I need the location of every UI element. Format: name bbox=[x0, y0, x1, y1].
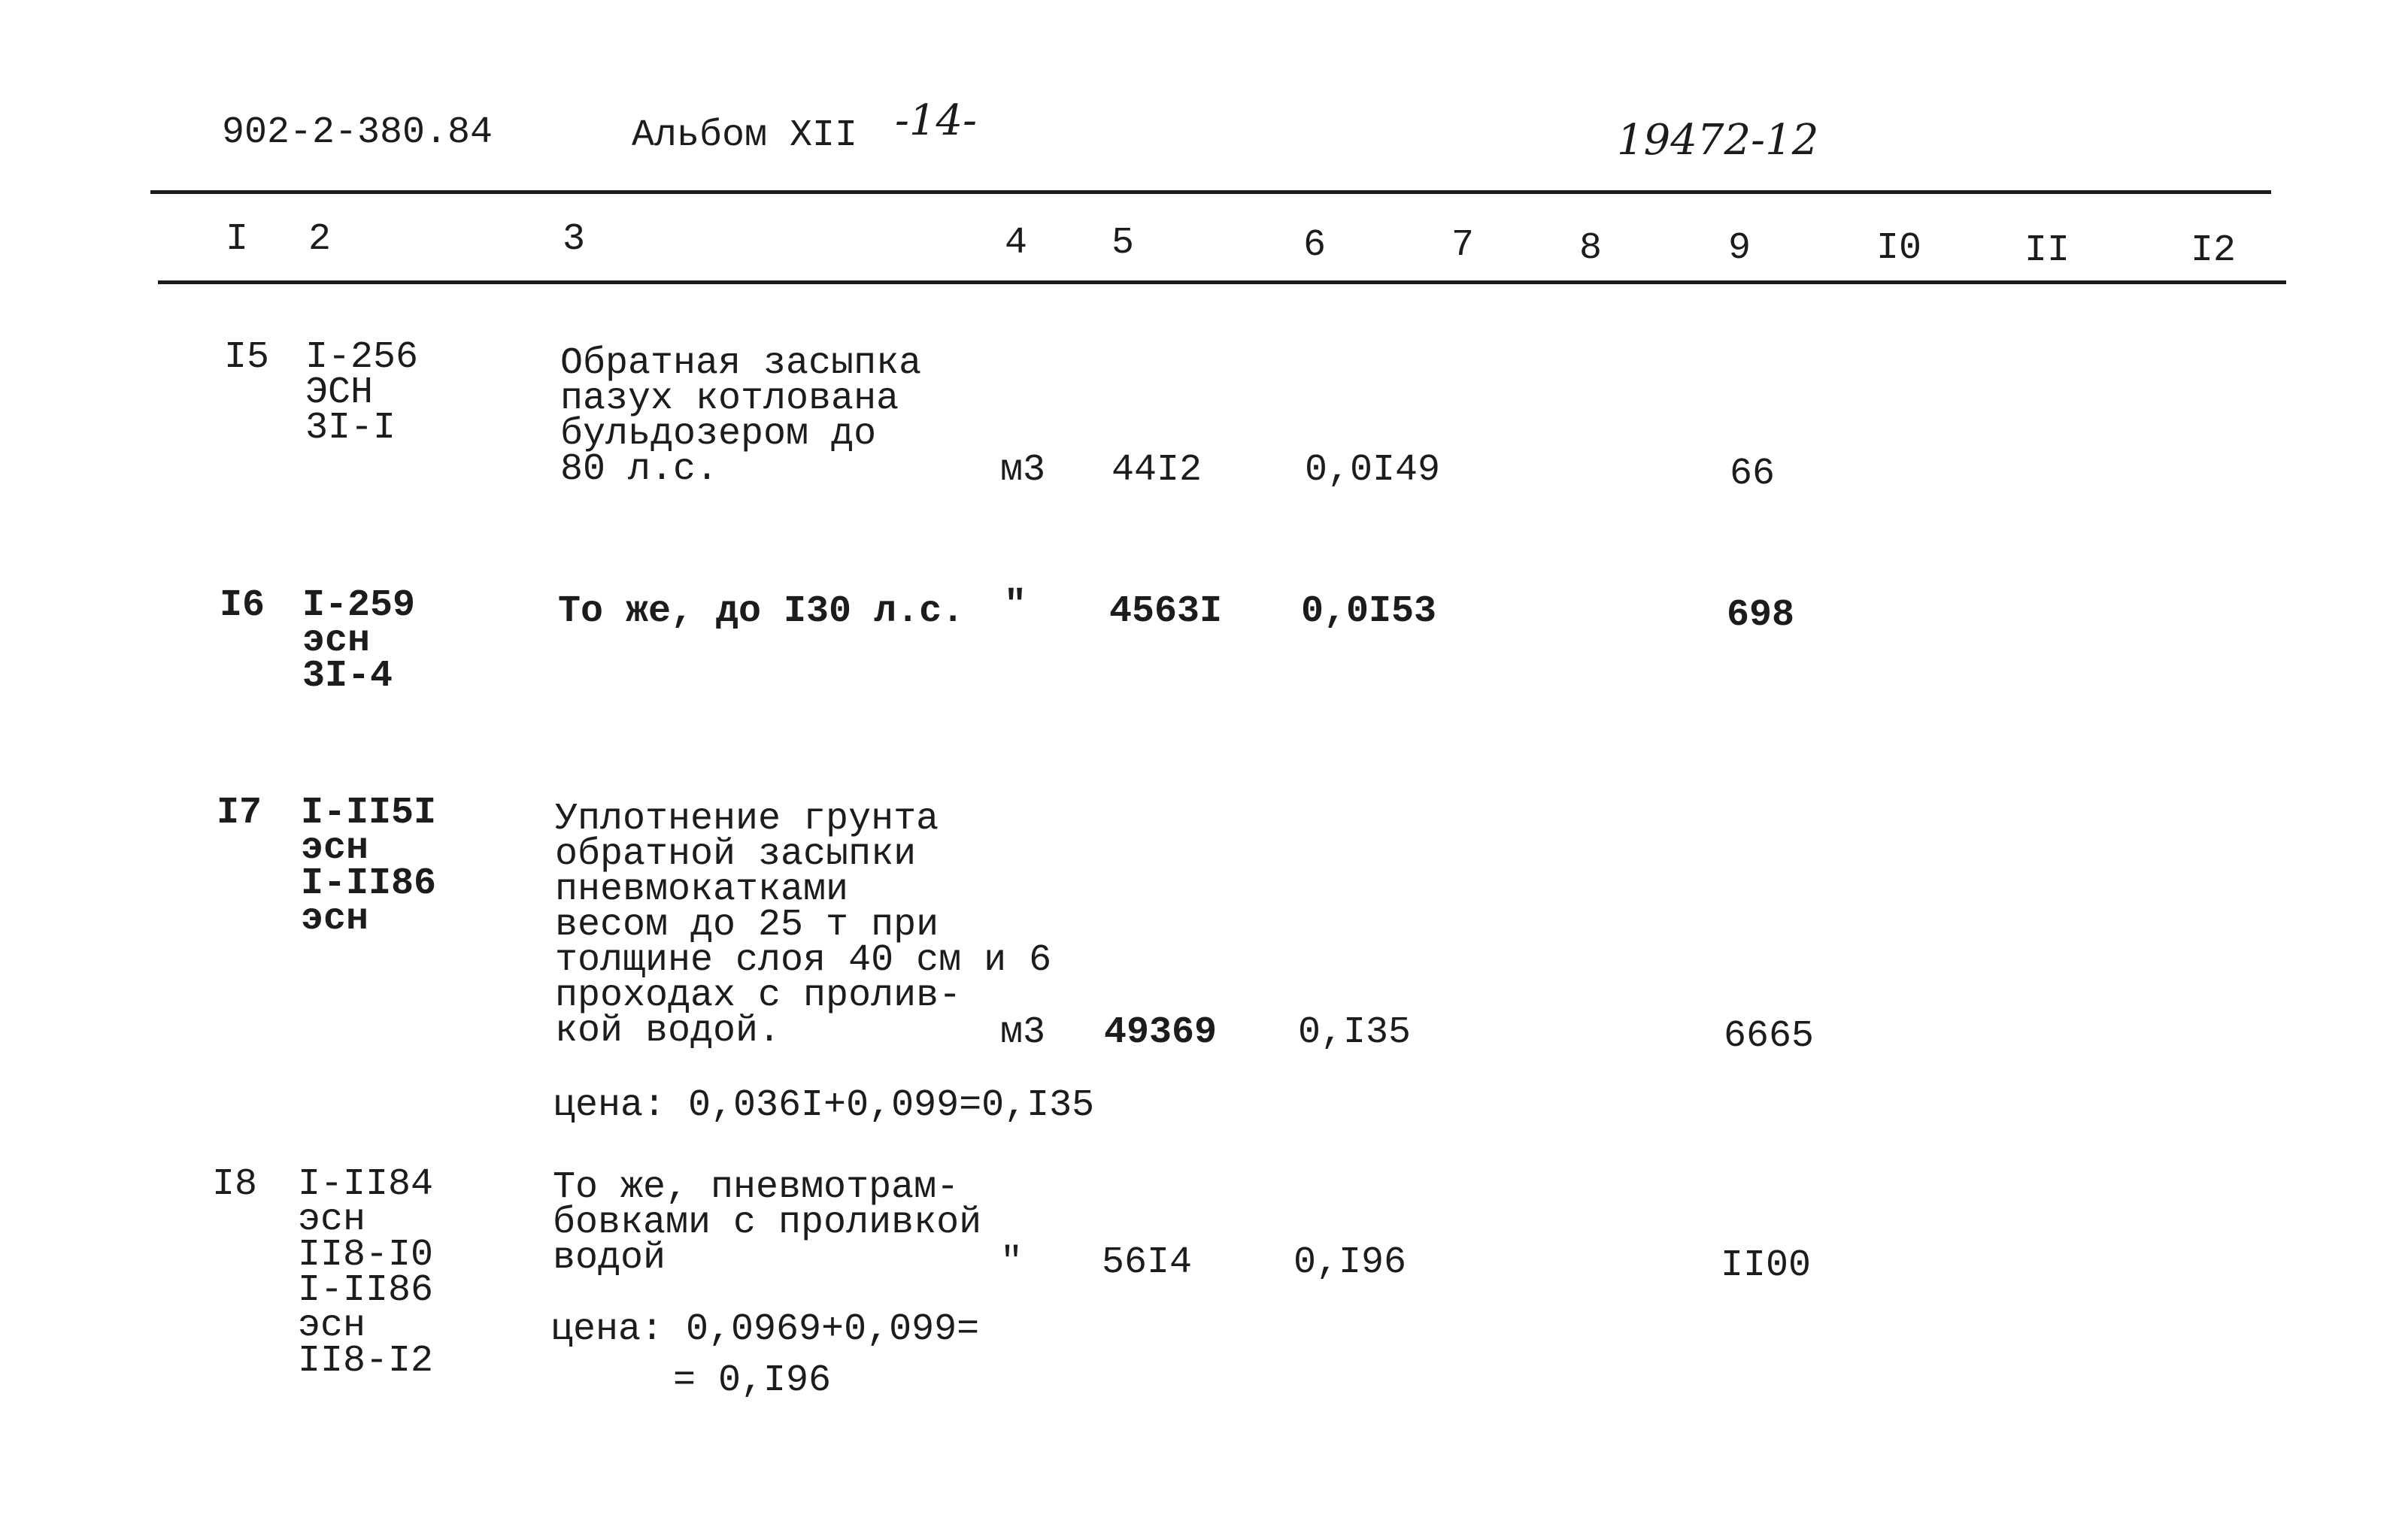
code-line: эсн bbox=[298, 1198, 366, 1241]
row-quantity: 56I4 bbox=[1102, 1241, 1193, 1284]
row-unit: м3 bbox=[1000, 449, 1046, 492]
code-line: I-259 bbox=[302, 584, 416, 627]
column-number-1: I bbox=[226, 218, 249, 261]
row-unit: " bbox=[1004, 584, 1027, 627]
column-number-7: 7 bbox=[1451, 224, 1475, 267]
code-line: II8-I0 bbox=[298, 1234, 434, 1277]
code-line: 3I-I bbox=[305, 407, 396, 450]
description-line: То же, до I30 л.с. bbox=[558, 590, 965, 633]
row-description bbox=[560, 342, 922, 491]
header-bottom-rule bbox=[158, 280, 2286, 284]
column-number-10: I0 bbox=[1876, 227, 1922, 270]
row-code bbox=[305, 336, 419, 450]
column-number-12: I2 bbox=[2191, 229, 2237, 272]
row-unit-price: 0,I96 bbox=[1293, 1241, 1407, 1284]
album-label: Альбом XII bbox=[632, 114, 858, 157]
document-code: 902-2-380.84 bbox=[222, 111, 493, 154]
price-formula: цена: 0,036I+0,099=0,I35 bbox=[553, 1084, 1095, 1127]
description-line: Уплотнение грунта bbox=[555, 798, 939, 841]
header-top-rule bbox=[150, 190, 2271, 194]
row-number: I5 bbox=[224, 336, 270, 379]
column-number-2: 2 bbox=[308, 218, 332, 261]
row-unit: " bbox=[1000, 1241, 1024, 1284]
column-number-6: 6 bbox=[1303, 224, 1327, 267]
row-code bbox=[301, 792, 437, 941]
code-line: ЭСН bbox=[305, 371, 374, 414]
row-quantity: 44I2 bbox=[1112, 449, 1202, 492]
row-total: 6665 bbox=[1724, 1015, 1815, 1058]
row-quantity: 49369 bbox=[1104, 1011, 1218, 1054]
column-number-8: 8 bbox=[1579, 227, 1603, 270]
description-line: водой bbox=[553, 1237, 666, 1280]
code-line: эсн bbox=[301, 898, 369, 941]
code-line: I-II84 bbox=[298, 1163, 434, 1206]
code-line: эсн bbox=[298, 1304, 366, 1347]
description-line: пазух котлована bbox=[560, 377, 899, 420]
description-line: То же, пневмотрам- bbox=[553, 1166, 960, 1209]
row-code bbox=[298, 1163, 434, 1383]
code-line: I-256 bbox=[305, 336, 419, 379]
column-number-11: II bbox=[2024, 229, 2070, 272]
description-line: весом до 25 т при bbox=[555, 904, 939, 947]
code-line: I-II86 bbox=[298, 1269, 434, 1312]
page-number: -14- bbox=[895, 96, 978, 145]
row-total: 66 bbox=[1730, 453, 1776, 495]
row-description bbox=[553, 1166, 982, 1280]
row-unit: м3 bbox=[1000, 1011, 1046, 1054]
description-line: обратной засыпки bbox=[555, 833, 917, 876]
row-total: II00 bbox=[1721, 1244, 1812, 1287]
row-total: 698 bbox=[1727, 594, 1795, 637]
sheet-number: 19472-12 bbox=[1617, 116, 1819, 165]
description-line: 80 л.с. bbox=[560, 448, 719, 491]
column-number-3: 3 bbox=[563, 218, 586, 261]
row-unit-price: 0,0I49 bbox=[1305, 449, 1441, 492]
row-number: I6 bbox=[220, 584, 265, 627]
row-code bbox=[302, 584, 416, 698]
row-number: I7 bbox=[217, 792, 262, 835]
code-line: II8-I2 bbox=[298, 1340, 434, 1383]
row-description bbox=[558, 590, 965, 633]
code-line: 3I-4 bbox=[302, 655, 393, 698]
price-formula-result: = 0,I96 bbox=[673, 1359, 832, 1402]
row-unit-price: 0,I35 bbox=[1298, 1011, 1412, 1054]
code-line: I-II86 bbox=[301, 862, 437, 905]
description-line: бовками с проливкой bbox=[553, 1201, 982, 1244]
code-line: I-II5I bbox=[301, 792, 437, 835]
row-unit-price: 0,0I53 bbox=[1301, 590, 1437, 633]
column-number-9: 9 bbox=[1728, 227, 1751, 270]
code-line: эсн bbox=[301, 827, 369, 870]
description-line: бульдозером до bbox=[560, 413, 877, 456]
column-number-5: 5 bbox=[1112, 222, 1135, 265]
code-line: эсн bbox=[302, 620, 371, 662]
row-number: I8 bbox=[212, 1163, 258, 1206]
description-line: Обратная засыпка bbox=[560, 342, 922, 385]
column-number-4: 4 bbox=[1005, 222, 1028, 265]
description-line: пневмокатками bbox=[555, 868, 849, 911]
price-formula: цена: 0,0969+0,099= bbox=[550, 1308, 980, 1351]
row-description bbox=[555, 798, 1052, 1054]
description-line: толщине слоя 40 см и 6 bbox=[555, 939, 1052, 982]
row-quantity: 4563I bbox=[1109, 590, 1223, 633]
description-line: кой водой. bbox=[555, 1010, 781, 1053]
description-line: проходах с пролив- bbox=[555, 974, 962, 1017]
